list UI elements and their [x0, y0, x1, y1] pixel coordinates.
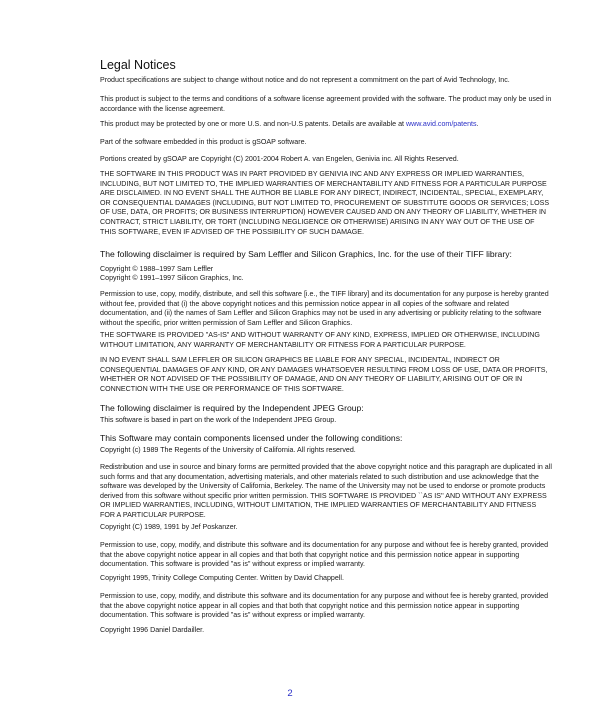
tiff-copyright-1: Copyright © 1988–1997 Sam Leffler: [100, 265, 214, 273]
genivia-disclaimer-paragraph: THE SOFTWARE IN THIS PRODUCT WAS IN PART PROVIDED BY GENIVIA INC AND ANY EXPRESS OR IMPLIED WARRANTIES, INCLUDING, BUT NOT LIMITED TO, THE IMPLIED WARRANTIES OF MERCHANTABILITY AND FITNESS FOR A PARTICULAR PURPOSE ARE DISCLAIMED. IN NO EVENT SHALL THE AUTHOR BE LIABLE FOR ANY DIRECT, INDIRECT, INCIDENTAL, SPECIAL, EXEMPLARY, OR CONSEQUENTIAL DAMAGES (INCLUDING, BUT NOT LIMITED TO, PROCUREMENT OF SUBSTITUTE GOODS OR SERVICES; LOSS OF USE, DATA, OR PROFITS; OR BUSINESS INTERRUPTION) HOWEVER CAUSED AND ON ANY THEORY OF LIABILITY, WHETHER IN CONTRACT, STRICT LIABILITY, OR TORT (INCLUDING NEGLIGENCE OR OTHERWISE) ARISING IN ANY WAY OUT OF THE USE OF THIS SOFTWARE, EVEN IF ADVISED OF THE POSSIBILITY OF SUCH DAMAGE.: [100, 170, 550, 236]
patents-paragraph: [100, 120, 479, 130]
product-specs-paragraph: Product specifications are subject to change without notice and do not represent a commitment on the part of Avid Technology, Inc.: [100, 76, 510, 84]
redistribution-paragraph: Redistribution and use in source and binary forms are permitted provided that the above copyright notice and this paragraph are duplicated in all such forms and that any documentation, advertising materials, and other materials related to such distribution and use acknowledge that the software was developed by the University of California, Berkeley. The name of the University may not be used to endorse or promote products derived from this software without specific prior written permission. THIS SOFTWARE IS PROVIDED ``AS IS'' AND WITHOUT ANY EXPRESS OR IMPLIED WARRANTIES, INCLUDING, WITHOUT LIMITATION, THE IMPLIED WARRANTIES OF MERCHANTABILITY AND FITNESS FOR A PARTICULAR PURPOSE.: [100, 463, 552, 519]
jpeg-paragraph: This software is based in part on the work of the Independent JPEG Group.: [100, 416, 337, 424]
permission-paragraph-1: Permission to use, copy, modify, and distribute this software and its documentation for any purpose and without fee is hereby granted, provided that the above copyright notice appear in all copies and that both that copyright notice and this permission notice appear in supporting documentation. This software is provided "as is" without express or implied warranty.: [100, 541, 549, 569]
gsoap-paragraph: Part of the software embedded in this product is gSOAP software.: [100, 138, 307, 146]
page-number: 2: [287, 688, 293, 699]
tiff-no-event-paragraph: IN NO EVENT SHALL SAM LEFFLER OR SILICON GRAPHICS BE LIABLE FOR ANY SPECIAL, INCIDENTAL, INDIRECT OR CONSEQUENTIAL DAMAGES OF ANY KIND, OR ANY DAMAGES WHATSOEVER RESULTING FROM LOSS OF USE, DATA OR PROFITS, WHETHER OR NOT ADVISED OF THE POSSIBILITY OF DAMAGE, AND ON ANY THEORY OF LIABILITY, ARISING OUT OF OR IN CONNECTION WITH THE USE OR PERFORMANCE OF THIS SOFTWARE.: [100, 356, 548, 393]
regents-copyright: Copyright (c) 1989 The Regents of the University of California. All rights reserved.: [100, 446, 356, 454]
tiff-as-is-paragraph: THE SOFTWARE IS PROVIDED "AS-IS" AND WITHOUT WARRANTY OF ANY KIND, EXPRESS, IMPLIED OR OTHERWISE, INCLUDING WITHOUT LIMITATION, ANY WARRANTY OF MERCHANTABILITY OR FITNESS FOR A PARTICULAR PURPOSE.: [100, 331, 540, 349]
tiff-copyright-2: Copyright © 1991–1997 Silicon Graphics, Inc.: [100, 274, 244, 282]
license-paragraph: This product is subject to the terms and conditions of a software license agreement provided with the software. The product may only be used in accordance with the license agreement.: [100, 95, 552, 113]
components-heading: This Software may contain components licensed under the following conditions:: [100, 433, 403, 443]
page-title: Legal Notices: [100, 58, 176, 72]
patents-period: .: [476, 120, 479, 128]
avid-patents-link[interactable]: www.avid.com/patents: [405, 120, 477, 128]
dardailler-copyright: Copyright 1996 Daniel Dardailler.: [100, 626, 205, 634]
tiff-permission-paragraph: Permission to use, copy, modify, distribute, and sell this software [i.e., the TIFF library] and its documentation for any purpose is hereby granted without fee, provided that (i) the above copyright notices and this permission notice appear in all copies of the software and related documentation, and (ii) the names of Sam Leffler and Silicon Graphics may not be used in any advertising or publicity relating to the software without the specific, prior written permission of Sam Leffler and Silicon Graphics.: [100, 290, 549, 327]
patents-text: This product may be protected by one or more U.S. and non-U.S patents. Details are available at: [100, 120, 406, 128]
tiff-heading: The following disclaimer is required by Sam Leffler and Silicon Graphics, Inc. for the use of their TIFF library:: [100, 249, 512, 259]
jpeg-heading: The following disclaimer is required by the Independent JPEG Group:: [100, 403, 364, 413]
gsoap-copyright-paragraph: Portions created by gSOAP are Copyright (C) 2001-2004 Robert A. van Engelen, Genivia inc. All Rights Reserved.: [100, 155, 459, 163]
poskanzer-copyright: Copyright (C) 1989, 1991 by Jef Poskanzer.: [100, 523, 238, 531]
trinity-copyright: Copyright 1995, Trinity College Computing Center. Written by David Chappell.: [100, 574, 344, 582]
permission-paragraph-2: Permission to use, copy, modify, and distribute this software and its documentation for any purpose and without fee is hereby granted, provided that the above copyright notice appear in all copies and that both that copyright notice and this permission notice appear in supporting documentation. This software is provided "as is" without express or implied warranty.: [100, 592, 549, 620]
